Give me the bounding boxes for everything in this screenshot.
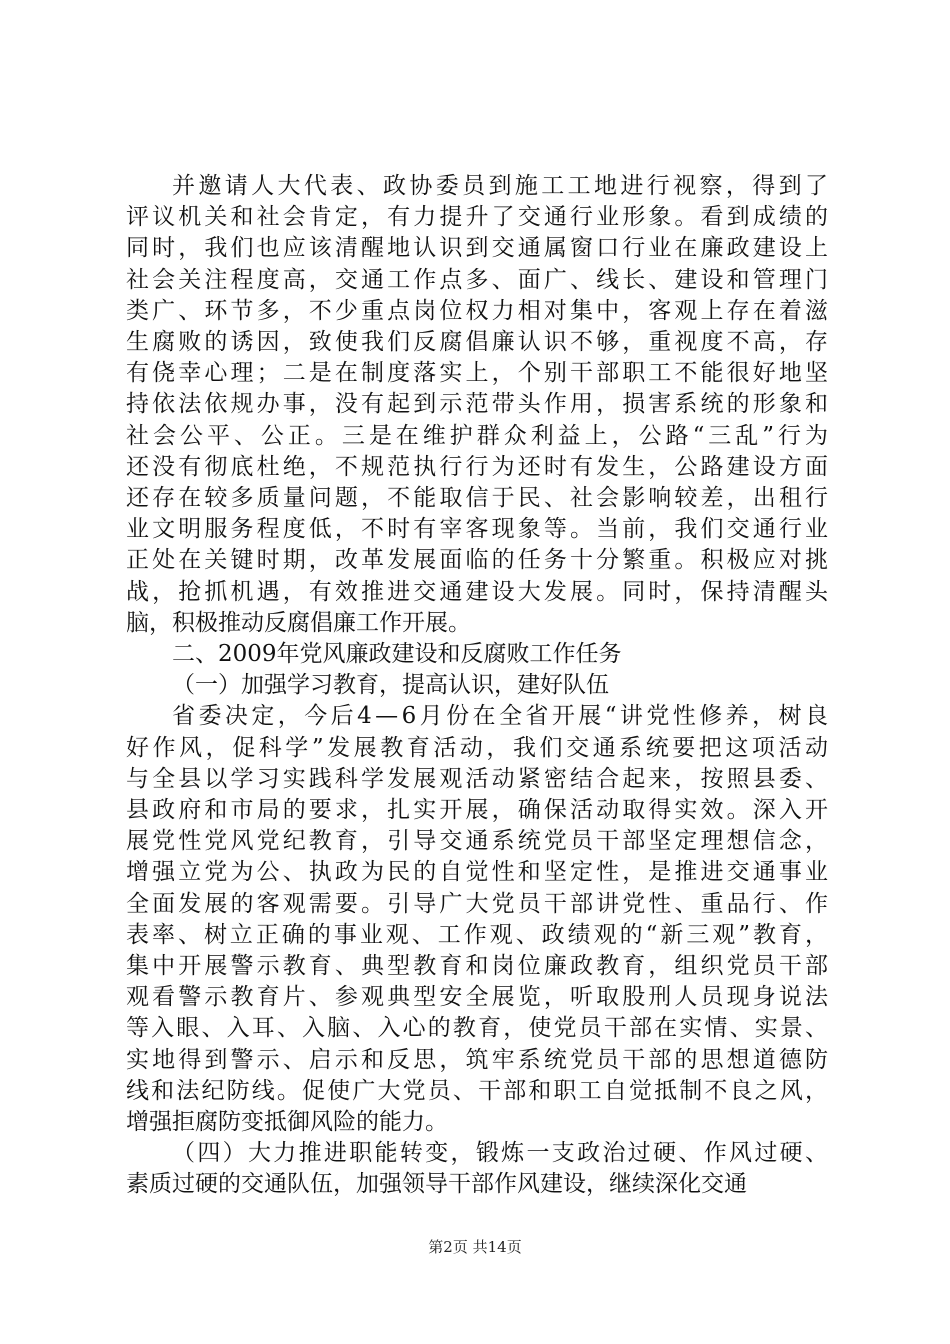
body-text: 并邀请人大代表、政协委员到施工工地进行视察，得到了 评议机关和社会肯定，有力提升了交通行业形象。看到成绩的 同时，我们也应该清醒地认识到交通属窗口行业在廉政建设上 社会关注程度高，交通工作点多、面广、线长、建设和管理门 类广、环节多，不少重点岗位权力相对集中，客观上存在着滋 生腐败的诱因，致使我们反腐倡廉认识不够，重视度不高，存 有侥幸心理；二是在制度落实上，个别干部职工不能很好地坚 持依法依规办事，没有起到示范带头作用，损害系统的形象和 社会公平、公正。三是在维护群众利益上，公路“三乱”行为 还没有彻底杜绝，不规范执行行为还时有发生，公路建设方面 还存在较多质量问题，不能取信于民、社会影响较差，出租行 业文明服务程度低，不时有宰客现象等。当前，我们交通行业 正处在关键时期，改革发展面临的任务十分繁重。积极应对挑 战，抢抓机遇，有效推进交通建设大发展。同时，保持清醒头 脑，积极推动反腐倡廉工作开展。 二、2009年党风廉政建设和反腐败工作任务 （一）加强学习教育，提高认识，建好队伍 省委决定，今后4—6月份在全省开展“讲党性修养，树良 好作风，促科学”发展教育活动，我们交通系统要把这项活动 与全县以学习实践科学发展观活动紧密结合起来，按照县委、 县政府和市局的要求，扎实开展，确保活动取得实效。深入开 展党性党风党纪教育，引导交通系统党员干部坚定理想信念， 增强立党为公、执政为民的自觉性和坚定性，是推进交通事业 全面发展的客观需要。引导广大党员干部讲党性、重品行、作 表率、树立正确的事业观、工作观、政绩观的“新三观”教育， 集中开展警示教育、典型教育和岗位廉政教育，组织党员干部 观看警示教育片、参观典型安全展览，听取股刑人员现身说法 等入眼、入耳、入脑、入心的教育，使党员干部在实情、实景、 实地得到警示、启示和反思，筑牢系统党员干部的思想道德防 线和法纪防线。促使广大党员、干部和职工自觉抵制不良之风， 增强拒腐防变抵御风险的能力。 （四）大力推进职能转变，锻炼一支政治过硬、作风过硬、 素质过硬的交通队伍，加强领导干部作风建设，继续深化交通 <box>126 173 832 1198</box>
page-footer: 第2页 共14页 <box>428 1238 522 1256</box>
